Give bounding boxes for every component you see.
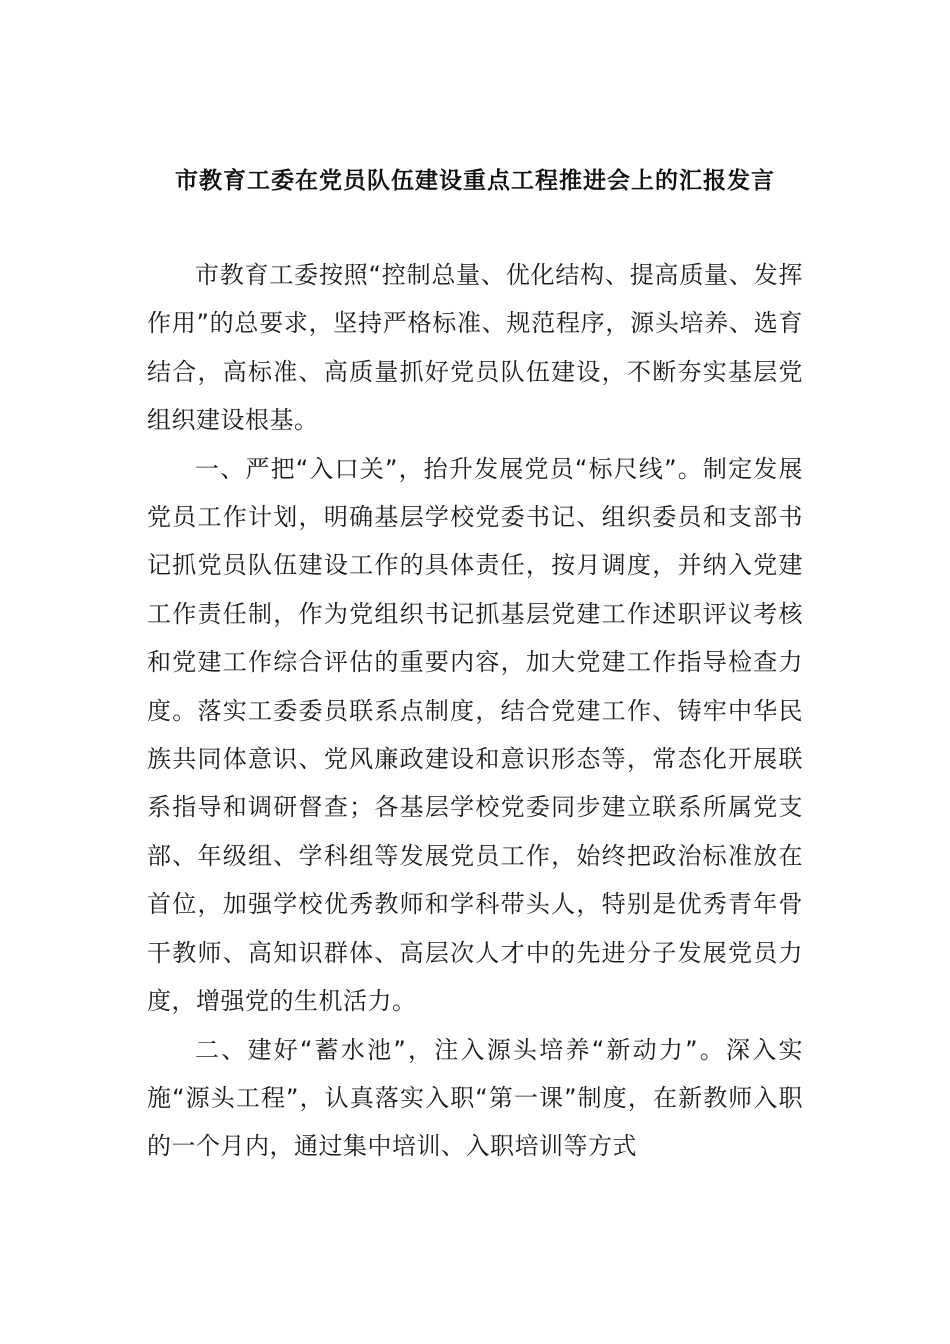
document-title: 市教育工委在党员队伍建设重点工程推进会上的汇报发言 — [175, 167, 775, 194]
paragraph-intro: 市教育工委按照“控制总量、优化结构、提高质量、发挥作用”的总要求，坚持严格标准、规范程序，源头培养、选育结合，高标准、高质量抓好党员队伍建设，不断夯实基层党组织建设根基。 — [147, 261, 803, 435]
paragraph-section-one: 一、严把“入口关”，抬升发展党员“标尺线”。制定发展党员工作计划，明确基层学校党委书记、组织委员和支部书记抓党员队伍建设工作的具体责任，按月调度，并纳入党建工作责任制，作为党组织书记抓基层党建工作述职评议考核和党建工作综合评估的重要内容，加大党建工作指导检查力度。落实工委委员联系点制度，结合党建工作、铸牢中华民族共同体意识、党风廉政建设和意识形态等，常态化开展联系指导和调研督查；各基层学校党委同步建立联系所属党支部、年级组、学科组等发展党员工作，始终把政治标准放在首位，加强学校优秀教师和学科带头人，特别是优秀青年骨干教师、高知识群体、高层次人才中的先进分子发展党员力度，增强党的生机活力。 — [147, 454, 803, 1016]
paragraph-section-two: 二、建好“蓄水池”，注入源头培养“新动力”。深入实施“源头工程”，认真落实入职“第一课”制度，在新教师入职的一个月内，通过集中培训、入职培训等方式 — [147, 1035, 803, 1161]
document-body — [147, 251, 803, 1171]
